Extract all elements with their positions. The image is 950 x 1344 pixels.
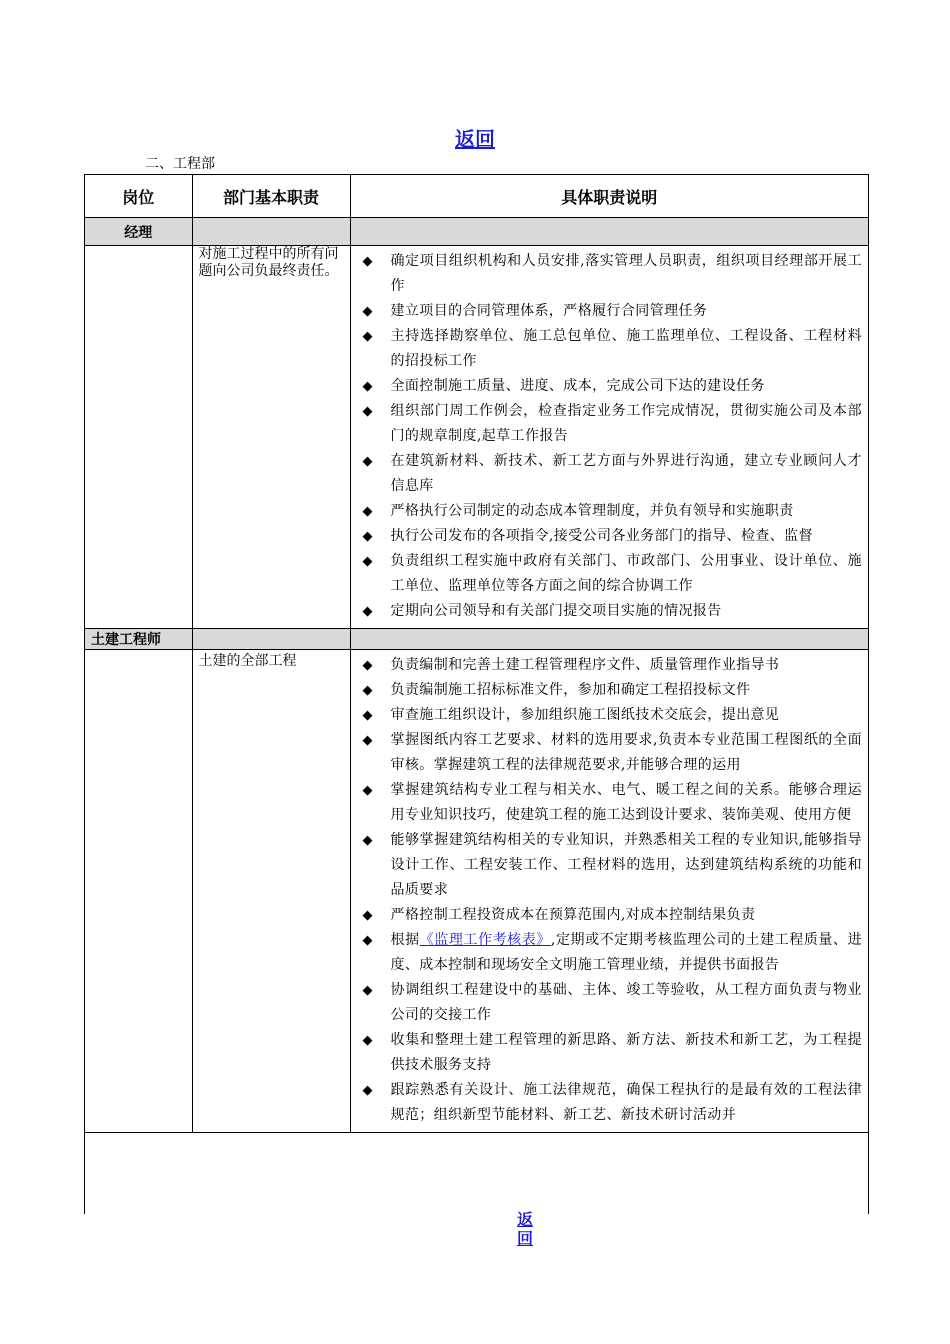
- header-position: 岗位: [85, 175, 192, 218]
- duty-item: [363, 499, 863, 524]
- duty-item: [363, 978, 863, 1028]
- dept-duty-cell: 土建的全部工程: [192, 650, 350, 1133]
- diamond-bullet-icon: ◆: [362, 783, 373, 798]
- duty-item: [363, 928, 863, 978]
- duty-item: [363, 599, 863, 624]
- duty-text: 主持选择勘察单位、施工总包单位、施工监理单位、工程设备、工程材料的招投标工作: [390, 328, 862, 369]
- duty-item: [363, 324, 863, 374]
- duty-text: 收集和整理土建工程管理的新思路、新方法、新技术和新工艺，为工程提供技术服务支持: [390, 1032, 862, 1073]
- duty-text: 建立项目的合同管理体系，严格履行合同管理任务: [390, 303, 708, 319]
- duty-list: [351, 650, 869, 1132]
- duty-list-cell: [350, 650, 868, 1133]
- duty-text: 在建筑新材料、新技术、新工艺方面与外界进行沟通，建立专业顾问人才信息库: [390, 453, 862, 494]
- bottom-back-link-container: [510, 1210, 540, 1248]
- diamond-bullet-icon: ◆: [362, 658, 373, 673]
- role-row-manager: [85, 218, 868, 246]
- duty-text: 负责编制施工招标标准文件，参加和确定工程招投标文件: [390, 682, 751, 698]
- duty-item: [363, 703, 863, 728]
- duty-list-cell: [350, 246, 868, 629]
- duty-text: 根据: [390, 932, 420, 948]
- top-back-link-container: [0, 123, 950, 152]
- duty-text: 审查施工组织设计，参加组织施工图纸技术交底会，提出意见: [390, 707, 780, 723]
- duty-text: 执行公司发布的各项指令,接受公司各业务部门的指导、检查、监督: [390, 528, 813, 544]
- diamond-bullet-icon: ◆: [362, 708, 373, 723]
- back-link-bottom[interactable]: 返回: [516, 1210, 533, 1248]
- evaluation-form-link[interactable]: 《监理工作考核表》: [419, 932, 551, 948]
- duty-item: [363, 1028, 863, 1078]
- duty-text: 跟踪熟悉有关设计、施工法律规范，确保工程执行的是最有效的工程法律规范；组织新型节能材料、新工艺、新技术研讨活动并: [390, 1082, 862, 1123]
- diamond-bullet-icon: ◆: [362, 404, 373, 419]
- table-header-row: [85, 175, 868, 218]
- duty-text: 协调组织工程建设中的基础、主体、竣工等验收，从工程方面负责与物业公司的交接工作: [390, 982, 862, 1023]
- duty-text: 定期向公司领导和有关部门提交项目实施的情况报告: [390, 603, 722, 619]
- role-name: 经理: [85, 218, 192, 246]
- duty-text: 负责组织工程实施中政府有关部门、市政部门、公用事业、设计单位、施工单位、监理单位等各方面之间的综合协调工作: [390, 553, 862, 594]
- role-row-empty-cell: [350, 629, 868, 650]
- diamond-bullet-icon: ◆: [362, 379, 373, 394]
- diamond-bullet-icon: ◆: [362, 733, 373, 748]
- duty-item: [363, 449, 863, 499]
- duty-list: [351, 246, 869, 628]
- role-row-empty-cell: [350, 218, 868, 246]
- header-duty-detail: 具体职责说明: [350, 175, 868, 218]
- diamond-bullet-icon: ◆: [362, 833, 373, 848]
- duty-item: [363, 678, 863, 703]
- diamond-bullet-icon: ◆: [362, 604, 373, 619]
- diamond-bullet-icon: ◆: [362, 529, 373, 544]
- duties-table-frame: [84, 174, 869, 1214]
- diamond-bullet-icon: ◆: [362, 983, 373, 998]
- duty-item: [363, 778, 863, 828]
- duty-text: ,定期或不定期考核监理公司的土建工程质量、进度、成本控制和现场安全文明施工管理业绩，并提供书面报告: [390, 932, 862, 973]
- duty-item: [363, 549, 863, 599]
- diamond-bullet-icon: ◆: [362, 304, 373, 319]
- duty-item: [363, 903, 863, 928]
- duty-item: [363, 1078, 863, 1128]
- diamond-bullet-icon: ◆: [362, 554, 373, 569]
- duty-item: [363, 374, 863, 399]
- header-dept-duty: 部门基本职责: [192, 175, 350, 218]
- duty-text: 组织部门周工作例会，检查指定业务工作完成情况，贯彻实施公司及本部门的规章制度,起草工作报告: [390, 403, 862, 444]
- duty-text: 掌握图纸内容工艺要求、材料的选用要求,负责本专业范围工程图纸的全面审核。掌握建筑工程的法律规范要求,并能够合理的运用: [390, 732, 862, 773]
- diamond-bullet-icon: ◆: [362, 454, 373, 469]
- duty-row-manager: [85, 246, 868, 629]
- role-row-empty-cell: [192, 629, 350, 650]
- duty-text: 全面控制施工质量、进度、成本，完成公司下达的建设任务: [390, 378, 765, 394]
- role-row-empty-cell: [192, 218, 350, 246]
- duty-text: 严格执行公司制定的动态成本管理制度，并负有领导和实施职责: [390, 503, 794, 519]
- duty-text: 负责编制和完善土建工程管理程序文件、质量管理作业指导书: [390, 657, 780, 673]
- duty-item: [363, 299, 863, 324]
- duty-text: 能够掌握建筑结构相关的专业知识，并熟悉相关工程的专业知识,能够指导设计工作、工程安装工作、工程材料的选用，达到建筑结构系统的功能和品质要求: [390, 832, 862, 898]
- duty-row-civil-engineer: [85, 650, 868, 1133]
- diamond-bullet-icon: ◆: [362, 683, 373, 698]
- diamond-bullet-icon: ◆: [362, 504, 373, 519]
- diamond-bullet-icon: ◆: [362, 908, 373, 923]
- duty-item: [363, 653, 863, 678]
- role-name: 土建工程师: [85, 629, 192, 650]
- duty-item: [363, 249, 863, 299]
- duty-item: [363, 524, 863, 549]
- diamond-bullet-icon: ◆: [362, 1033, 373, 1048]
- section-title: 二、工程部: [145, 156, 215, 172]
- duties-table: [85, 175, 868, 1133]
- dept-duty-cell: 对施工过程中的所有问题向公司负最终责任。: [192, 246, 350, 629]
- duty-item: [363, 828, 863, 903]
- duty-text: 确定项目组织机构和人员安排,落实管理人员职责，组织项目经理部开展工作: [390, 253, 862, 294]
- role-row-civil-engineer: [85, 629, 868, 650]
- back-link-top[interactable]: 返回: [455, 127, 495, 151]
- duty-text: 掌握建筑结构专业工程与相关水、电气、暖工程之间的关系。能够合理运用专业知识技巧，使建筑工程的施工达到设计要求、装饰美观、使用方便: [390, 782, 862, 823]
- diamond-bullet-icon: ◆: [362, 254, 373, 269]
- duty-item: [363, 399, 863, 449]
- empty-position-cell: [85, 650, 192, 1133]
- duty-item: [363, 728, 863, 778]
- diamond-bullet-icon: ◆: [362, 933, 373, 948]
- duty-text: 严格控制工程投资成本在预算范围内,对成本控制结果负责: [390, 907, 756, 923]
- diamond-bullet-icon: ◆: [362, 1083, 373, 1098]
- empty-position-cell: [85, 246, 192, 629]
- diamond-bullet-icon: ◆: [362, 329, 373, 344]
